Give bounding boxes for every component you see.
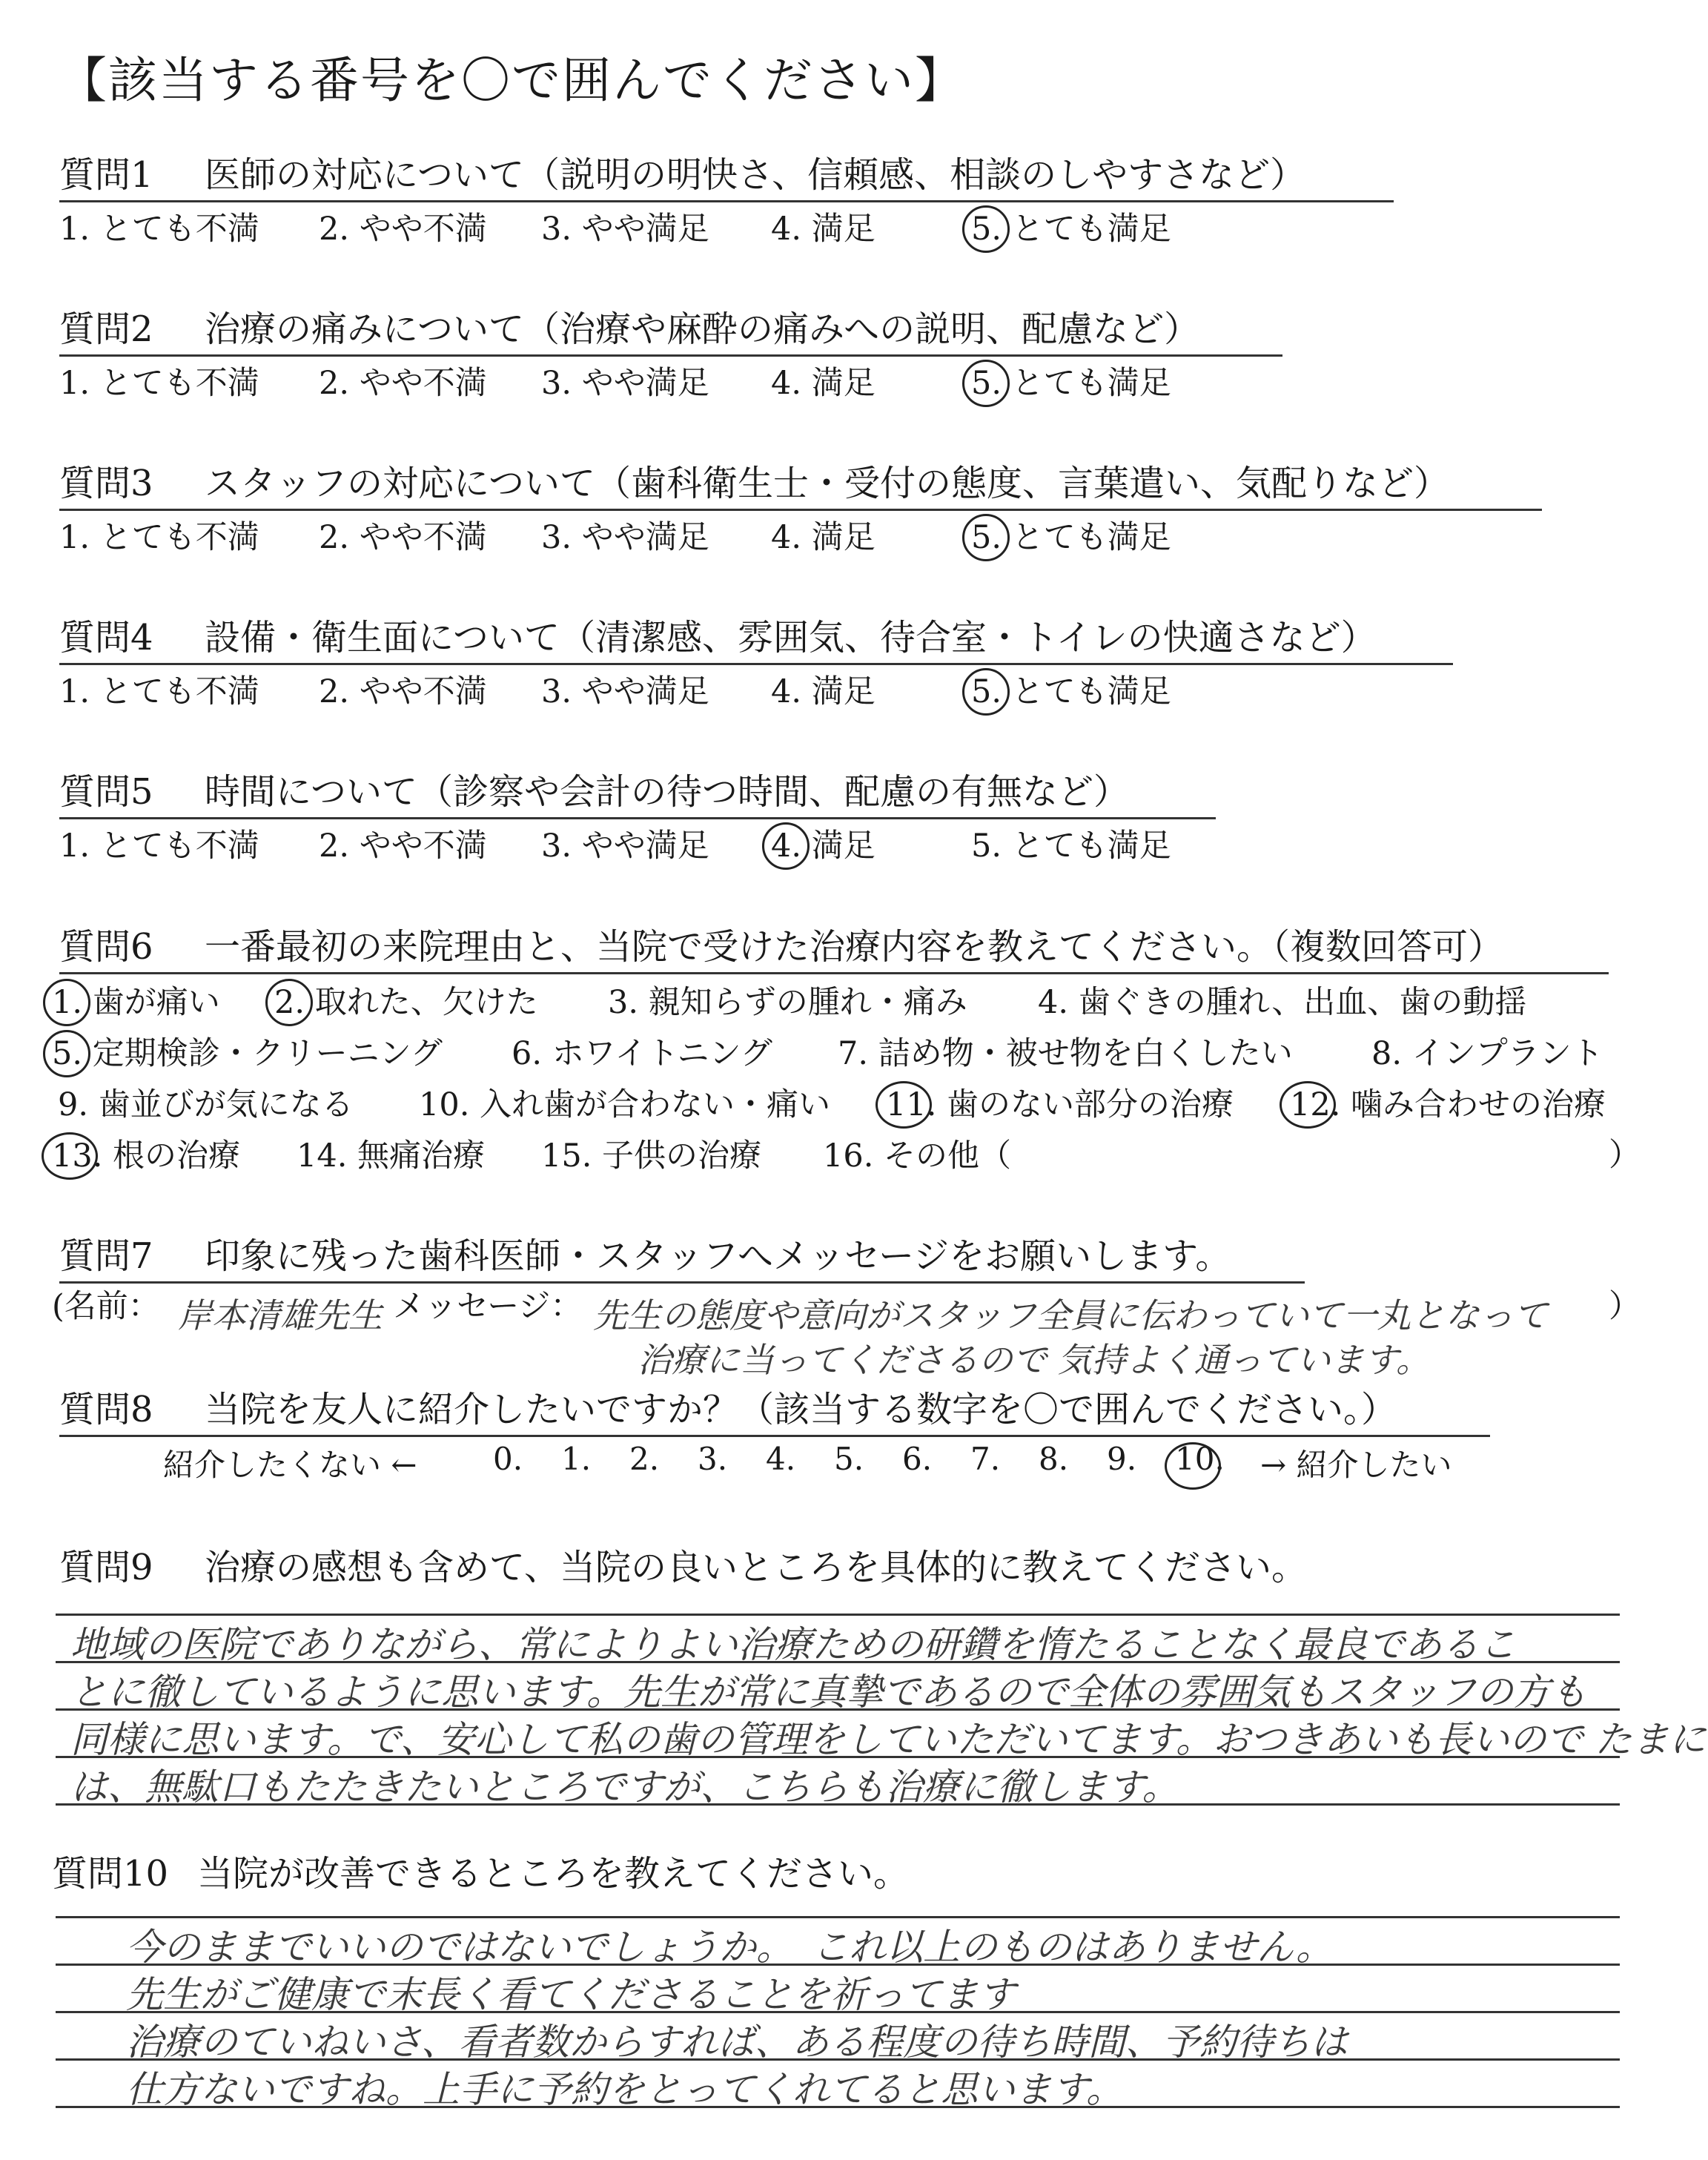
q2-option-3[interactable]: 3. やや満足	[541, 365, 709, 402]
q7-name-label: (名前：	[52, 1288, 160, 1325]
q7-number: 質問7	[59, 1235, 153, 1277]
q9-text: 治療の感想も含めて、当院の良いところを具体的に教えてください。	[205, 1547, 1308, 1588]
page-title: 【該当する番号を〇で囲んでください】	[58, 52, 965, 109]
q2-option-1[interactable]: 1. とても不満	[59, 365, 259, 402]
q1-option-4[interactable]: 4. 満足	[771, 211, 875, 248]
q6-option-5[interactable]: 5. 定期検診・クリーニング	[52, 1028, 443, 1074]
q2-option-5[interactable]: 5. とても満足	[971, 358, 1171, 403]
q7-text: 印象に残った歯科医師・スタッフへメッセージをお願いします。	[205, 1235, 1231, 1277]
q9-ruled-line	[56, 1803, 1620, 1806]
q8-left-label: 紹介したくない ←	[163, 1447, 417, 1483]
q6-option-12[interactable]: 12. 噛み合わせの治療	[1290, 1080, 1606, 1125]
q6-option-8[interactable]: 8. インプラント	[1371, 1035, 1603, 1072]
q1-option-1[interactable]: 1. とても不満	[59, 211, 259, 248]
q5-heading	[59, 763, 1216, 819]
q1-option-2[interactable]: 2. やや不満	[319, 211, 487, 248]
q8-scale-8[interactable]: 8.	[1039, 1441, 1069, 1477]
q10-number: 質問10	[52, 1853, 169, 1895]
q6-option-14[interactable]: 14. 無痛治療	[297, 1137, 486, 1175]
q9-ruled-line	[56, 1756, 1620, 1758]
q7-message-label: メッセージ：	[393, 1288, 583, 1325]
q10-answer-line-4[interactable]: 仕方ないですね。上手に予約をとってくれてると思います。	[126, 2068, 1123, 2111]
q7-heading	[59, 1227, 1305, 1284]
q10-ruled-line	[56, 2058, 1620, 2061]
q8-scale-6[interactable]: 6.	[902, 1441, 933, 1477]
q4-option-3[interactable]: 3. やや満足	[541, 673, 709, 710]
q1-text: 医師の対応について（説明の明快さ、信頼感、相談のしやすさなど）	[205, 154, 1306, 196]
q9-answer-line-1[interactable]: 地域の医院でありながら、常によりよい治療ための研鑽を惰たることなく最良であるこ	[70, 1623, 1516, 1666]
q1-heading	[59, 146, 1394, 202]
q2-option-4[interactable]: 4. 満足	[771, 365, 875, 402]
q4-option-4[interactable]: 4. 満足	[771, 673, 875, 710]
q6-number: 質問6	[59, 926, 153, 968]
q4-option-1[interactable]: 1. とても不満	[59, 673, 259, 710]
q6-close-paren: ）	[1609, 1137, 1641, 1174]
q9-ruled-line	[56, 1661, 1620, 1663]
q10-answer-line-3[interactable]: 治療のていねいさ、看者数からすれば、ある程度の待ち時間、予約待ちは	[126, 2021, 1348, 2064]
q8-scale-7[interactable]: 7.	[970, 1441, 1001, 1477]
q8-scale-1[interactable]: 1.	[561, 1441, 592, 1477]
q9-answer-line-4[interactable]: は、無駄口もたたきたいところですが、こちらも治療に徹します。	[70, 1766, 1179, 1809]
q3-option-1[interactable]: 1. とても不満	[59, 519, 259, 556]
q8-heading	[59, 1381, 1490, 1437]
q6-option-2[interactable]: 2. 取れた、欠けた	[274, 977, 538, 1023]
q6-option-6[interactable]: 6. ホワイトニング	[512, 1035, 772, 1072]
q4-text: 設備・衛生面について（清潔感、雰囲気、待合室・トイレの快適さなど）	[205, 617, 1377, 658]
q6-heading	[59, 918, 1609, 974]
q2-text: 治療の痛みについて（治療や麻酔の痛みへの説明、配慮など）	[205, 308, 1200, 350]
q10-ruled-line	[56, 2011, 1620, 2013]
q10-ruled-line	[56, 2106, 1620, 2108]
q5-option-1[interactable]: 1. とても不満	[59, 828, 259, 865]
q4-number: 質問4	[59, 617, 153, 658]
q10-answer-line-2[interactable]: 先生がご健康で末長く看てくださることを祈ってます	[126, 1973, 1016, 2016]
q6-option-13[interactable]: 13. 根の治療	[52, 1131, 240, 1176]
q6-option-3[interactable]: 3. 親知らずの腫れ・痛み	[608, 984, 967, 1021]
q2-number: 質問2	[59, 308, 153, 350]
q6-option-4[interactable]: 4. 歯ぐきの腫れ、出血、歯の動揺	[1038, 984, 1527, 1021]
q6-option-1[interactable]: 1. 歯が痛い	[52, 977, 220, 1023]
q4-option-2[interactable]: 2. やや不満	[319, 673, 487, 710]
q3-text: スタッフの対応について（歯科衛生士・受付の態度、言葉遣い、気配りなど）	[205, 463, 1450, 504]
q5-option-5[interactable]: 5. とても満足	[971, 828, 1171, 865]
q7-message-line-1[interactable]: 先生の態度や意向がスタッフ全員に伝わっていて一丸となって	[593, 1295, 1548, 1335]
q5-number: 質問5	[59, 771, 153, 813]
q2-option-2[interactable]: 2. やや不満	[319, 365, 487, 402]
q1-number: 質問1	[59, 154, 153, 196]
q8-text: 当院を友人に紹介したいですか？（該当する数字を〇で囲んでください。）	[205, 1389, 1397, 1430]
q7-close-paren: ）	[1609, 1288, 1641, 1325]
q5-option-4[interactable]: 4. 満足	[771, 821, 875, 866]
q8-scale-10[interactable]: 10.	[1175, 1441, 1225, 1477]
q10-ruled-line	[56, 1964, 1620, 1966]
q10-text: 当院が改善できるところを教えてください。	[197, 1853, 910, 1895]
q10-ruled-line	[56, 1916, 1620, 1918]
q8-scale-4[interactable]: 4.	[766, 1441, 796, 1477]
q6-option-11[interactable]: 11. 歯のない部分の治療	[886, 1080, 1234, 1125]
q2-heading	[59, 300, 1282, 357]
q9-answer-line-3[interactable]: 同様に思います。で、安心して私の歯の管理をしていただいてます。おつきあいも長いので たまに	[70, 1718, 1707, 1761]
q10-heading	[52, 1845, 909, 1899]
q4-option-5[interactable]: 5. とても満足	[971, 667, 1171, 712]
q6-text: 一番最初の来院理由と、当院で受けた治療内容を教えてください。（複数回答可）	[205, 926, 1504, 968]
q9-ruled-line	[56, 1708, 1620, 1711]
q9-heading	[59, 1539, 1307, 1593]
q6-option-10[interactable]: 10. 入れ歯が合わない・痛い	[419, 1086, 831, 1123]
q7-name-value[interactable]: 岸本清雄先生	[178, 1295, 383, 1335]
q8-scale-9[interactable]: 9.	[1107, 1441, 1137, 1477]
q5-option-3[interactable]: 3. やや満足	[541, 828, 709, 865]
q3-option-3[interactable]: 3. やや満足	[541, 519, 709, 556]
q10-answer-line-1[interactable]: 今のままでいいのではないでしょうか。 これ以上のものはありません。	[126, 1926, 1333, 1969]
q3-option-4[interactable]: 4. 満足	[771, 519, 875, 556]
q8-right-label: → 紹介したい	[1260, 1447, 1452, 1483]
q3-heading	[59, 455, 1542, 511]
q6-option-7[interactable]: 7. 詰め物・被せ物を白くしたい	[838, 1035, 1293, 1072]
q4-heading	[59, 609, 1453, 665]
q6-option-9[interactable]: 9. 歯並びが気になる	[58, 1086, 354, 1123]
q6-option-16[interactable]: 16. その他（	[823, 1137, 1012, 1175]
q7-message-line-2[interactable]: 治療に当ってくださるので 気持よく通っています。	[638, 1340, 1430, 1380]
q3-number: 質問3	[59, 463, 153, 504]
q8-number: 質問8	[59, 1389, 153, 1430]
q8-scale-3[interactable]: 3.	[698, 1441, 728, 1477]
q1-option-5[interactable]: 5. とても満足	[971, 204, 1171, 249]
q3-option-5[interactable]: 5. とても満足	[971, 512, 1171, 558]
q8-scale-2[interactable]: 2.	[629, 1441, 660, 1477]
q9-ruled-line	[56, 1614, 1620, 1616]
q3-option-2[interactable]: 2. やや不満	[319, 519, 487, 556]
q9-number: 質問9	[59, 1547, 153, 1588]
q1-option-3[interactable]: 3. やや満足	[541, 211, 709, 248]
q5-text: 時間について（診察や会計の待つ時間、配慮の有無など）	[205, 771, 1130, 813]
q8-scale-0[interactable]: 0.	[493, 1441, 523, 1477]
q5-option-2[interactable]: 2. やや不満	[319, 828, 487, 865]
q8-scale-5[interactable]: 5.	[834, 1441, 864, 1477]
q9-answer-line-2[interactable]: とに徹しているように思います。先生が常に真摯であるので全体の雰囲気もスタッフの方も	[70, 1671, 1587, 1714]
q6-option-15[interactable]: 15. 子供の治療	[541, 1137, 762, 1175]
